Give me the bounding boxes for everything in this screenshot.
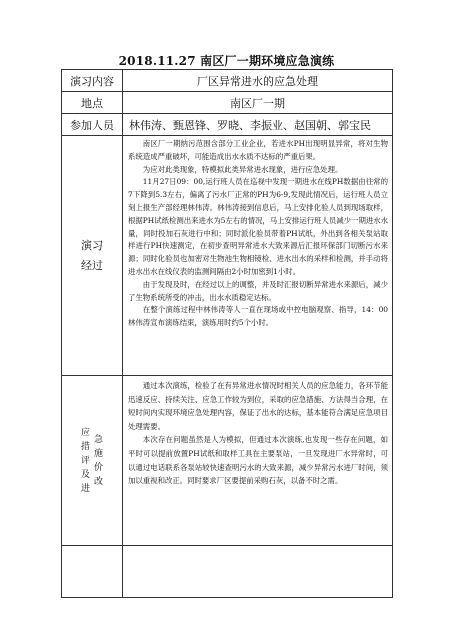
process-paragraph: 在整个演练过程中林伟涛等人一直在现场或中控电脑观察、指导，14：00林伟涛宣布演练结束，演练用时约5个小时。 (128, 305, 388, 328)
row-location (62, 92, 393, 114)
label-content: 演习内容 (62, 70, 123, 92)
label-evaluation-char: 价 (94, 462, 104, 473)
label-evaluation (62, 376, 123, 546)
row-evaluation (62, 376, 393, 546)
blank-value-cell (123, 546, 393, 598)
label-evaluation-char: 改 (94, 476, 104, 487)
label-evaluation-char: 进 (80, 483, 90, 494)
label-evaluation-char: 施 (94, 448, 104, 459)
label-participants: 参加人员 (62, 114, 123, 136)
process-paragraph: 为应对此类现象，特模拟此类异常进水现象，进行应急处理。 (142, 164, 343, 174)
evaluation-paragraph: 本次存在问题虽然是人为模拟，但通过本次演练,也发现一些存在问题，如平时可以提前放置PH试纸和取样工具在主要泵站，一旦发现进厂水异常时，可以通过电话联系各泵站较快速查明污水的大致来源，减少异常污水进厂时间，须加以重视和改正。同时要求厂区要提前采购石灰，以备不时之需。 (128, 435, 388, 486)
label-evaluation-inner (62, 426, 122, 496)
evaluation-paragraph: 通过本次演练，检验了在有异常进水情况时相关人员的应急能力，各环节能迅速反应、持续关注、应急工作较为到位，采取的应急措施、方法得当合理，在短时间内实现环境应急处理内容，保证了出水的达标，基本能符合满足应急项目处理需要。 (128, 381, 388, 431)
label-evaluation-char: 评 (80, 455, 90, 466)
label-evaluation-col-1 (81, 426, 90, 496)
value-content: 厂区异常进水的应急处理 (123, 70, 393, 92)
label-process-line-2: 经过 (81, 258, 103, 272)
label-evaluation-col-2 (94, 433, 103, 489)
evaluation-text (123, 376, 393, 546)
row-participants (62, 114, 393, 136)
document-title: 2018.11.27 南区厂一期环境应急演练 (118, 54, 335, 68)
drill-record-table (61, 69, 393, 598)
value-location: 南区厂一期 (123, 92, 393, 114)
process-paragraph: 由于发现及时，在经过以上的调整，并及时汇报切断异常进水来源后，减少了生物系统所受的冲击，出水水质稳定达标。 (128, 279, 388, 302)
row-blank (62, 546, 393, 598)
process-paragraph: 南区厂一期纳污范围含部分工业企业，若进水PH出现明显异常，将对生物系统造成严重破坏，可能造成出水水质不达标的严重后果。 (128, 139, 388, 161)
label-evaluation-char: 措 (80, 441, 90, 452)
process-text (123, 136, 393, 376)
label-process (62, 136, 123, 376)
value-participants: 林伟涛、甄恩锋、罗晓、李振业、赵国朝、郭宝民 (123, 114, 393, 136)
blank-label-cell (62, 546, 123, 598)
label-evaluation-char: 及 (80, 469, 90, 480)
label-location: 地点 (62, 92, 123, 114)
label-evaluation-char: 急 (94, 434, 104, 445)
row-process (62, 136, 393, 376)
process-paragraph: 11月27日09：00,运行班人员在巡视中发现一期进水在线PH数据由往常的7下降到5.3左右，偏离了污水厂正常的PH为6-9,发现此情况后，运行班人员立刻上报生产部经理林伟涛。林伟涛接到信息后，马上安排化验人员到现场取样，根据PH试纸检测出来进水为5左右的情况，马上安排运行班人员减少一期进水水量，同时投加石灰进行中和；同时派化验员带着PH试纸，外出到各相关泵站取样进行PH快速测定，在初步查明异常进水大致来源后汇报环保部门切断污水来源；同时化验员也加密对生物池生物相镜检、进水出水的采样和检测，并手动将进水出水在线仪表的监测间隔由2小时加密到1小时。 (128, 177, 389, 276)
label-evaluation-char: 应 (80, 427, 90, 438)
label-process-line-1: 演习 (81, 238, 103, 252)
row-content (62, 70, 393, 92)
